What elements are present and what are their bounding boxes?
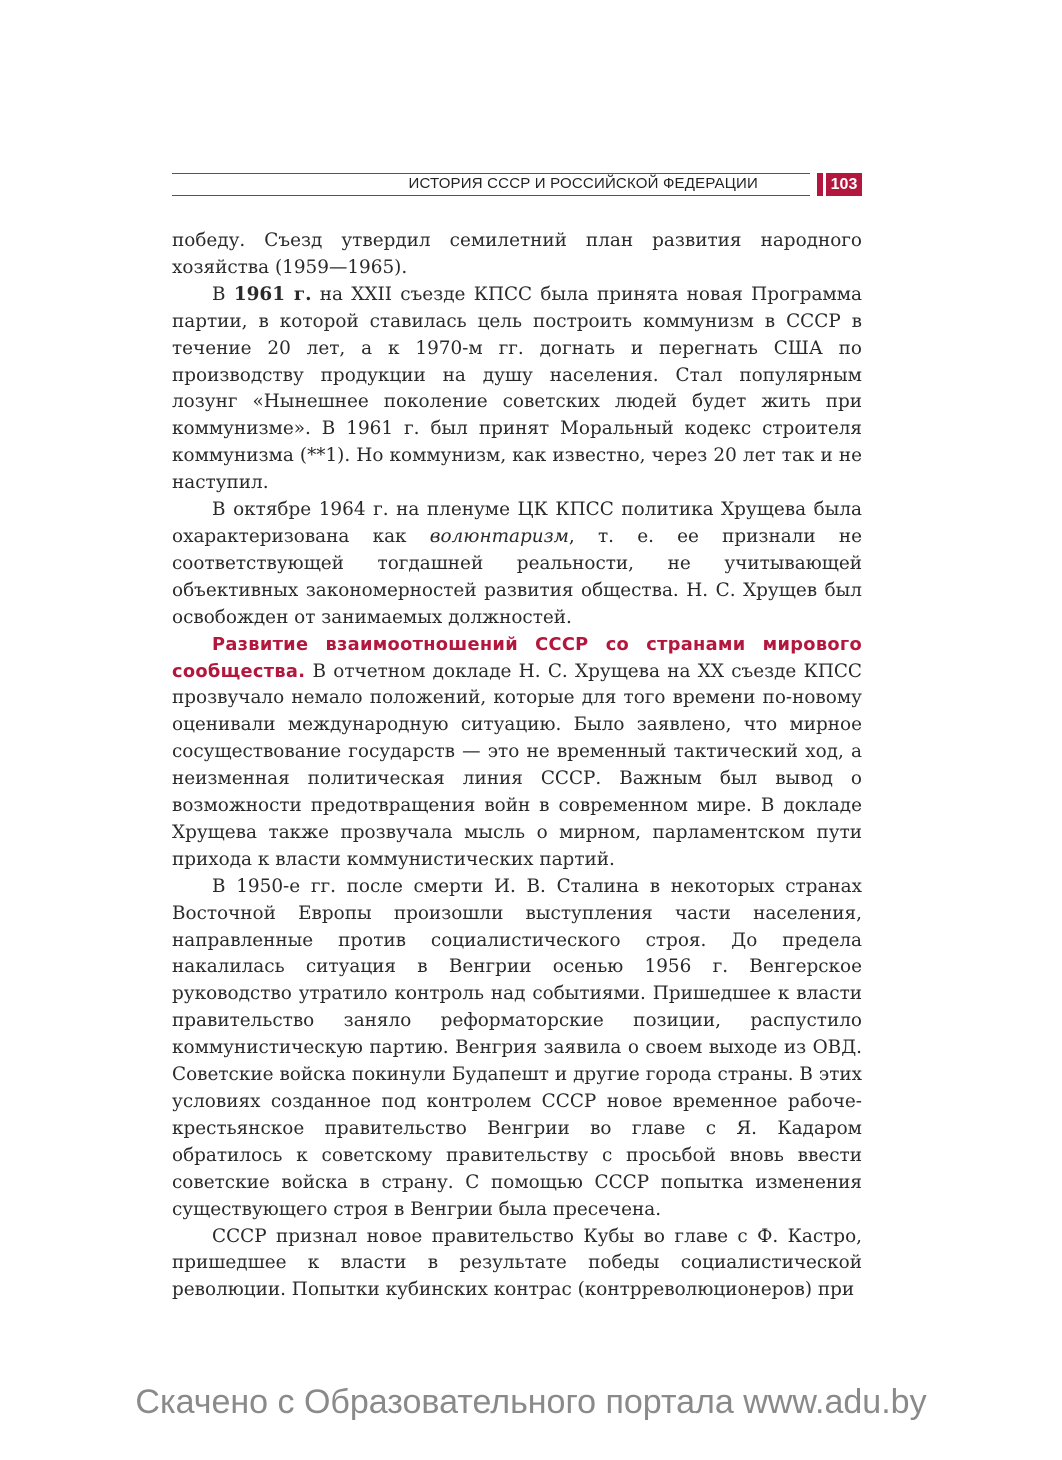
paragraph-2 (172, 282, 862, 497)
section-heading: Развитие взаимоотношений СССР со странами мирового сообщества. (172, 633, 862, 682)
paragraph-1: победу. Съезд утвердил семилетний план развития народного хозяйства (1959—1965). (172, 230, 862, 278)
paragraph-3-lead: В октябре 1964 г. на пленуме ЦК КПСС политика Хрущева была охарактеризована как (172, 499, 862, 547)
paragraph-5: В 1950-е гг. после смерти И. В. Сталина в некоторых странах Восточной Европы произошли выступления части населения, направленные против социалистического строя. До предела накалилась ситуация в Венгрии осенью 1956 г. Венгерское руководство утратило контроль над событиями. Пришедшее к власти правительство заняло реформаторские позиции, распустило коммунистическую партию. Венгрия заявила о своем выходе из ОВД. Советские войска покинули Будапешт и другие города страны. В этих условиях созданное под контролем СССР новое временное рабоче-крестьянское правительство Венгрии во главе с Я. Кадаром обратилось к советскому правительству с просьбой вновь ввести советские войска в страну. С помощью СССР попытка изменения существующего строя в Венгрии была пресечена. (172, 875, 862, 1220)
paragraph-6: СССР признал новое правительство Кубы во главе с Ф. Кастро, пришедшее к власти в результате победы социалистической революции. Попытки кубинских контрас (контрреволюционеров) при (172, 1225, 862, 1301)
page-number-accent-bar (817, 173, 823, 196)
paragraph-2-lead: В (212, 283, 234, 305)
paragraph-4 (172, 632, 862, 874)
paragraph-3 (172, 497, 862, 632)
download-watermark: Скачено с Образовательного портала www.adu.by (135, 1383, 927, 1421)
year-1961-bold: 1961 г. (233, 283, 312, 305)
page-number: 103 (826, 173, 862, 196)
paragraph-2-rest: на XXII съезде КПСС была принята новая Программа партии, в которой ставилась цель построить коммунизм в СССР в течение 20 лет, а к 1970-м гг. догнать и перегнать США по производству продукции на душу населения. Стал популярным лозунг «Нынешнее поколение советских людей будет жить при коммунизме». В 1961 г. был принят Моральный кодекс строителя коммунизма (**1). Но коммунизм, как известно, через 20 лет так и не наступил. (172, 283, 862, 494)
running-head (172, 173, 862, 199)
paragraph-4-rest: В отчетном докладе Н. С. Хрущева на XX съезде КПСС прозвучало немало положений, которые для того времени по-новому оценивали международную ситуацию. Было заявлено, что мирное сосуществование государств — это не временный тактический ход, а неизменная политическая линия СССР. Важным был вывод о возможности предотвращения войн в современном мире. В докладе Хрущева также прозвучала мысль о мирном, парламентском пути прихода к власти коммунистических партий. (172, 660, 862, 870)
header-rule-top (172, 173, 810, 174)
term-voluntarism: волюнтаризм (429, 525, 569, 547)
running-head-title: ИСТОРИЯ СССР И РОССИЙСКОЙ ФЕДЕРАЦИИ (408, 175, 758, 192)
paragraph-3-rest: , т. е. ее признали не соответствующей тогдашней реальности, не учитывающей объективных закономерностей развития общества. Н. С. Хрущев был освобожден от занимаемых должностей. (172, 525, 862, 628)
body-text (172, 228, 862, 1304)
header-rule-bottom (172, 195, 810, 196)
